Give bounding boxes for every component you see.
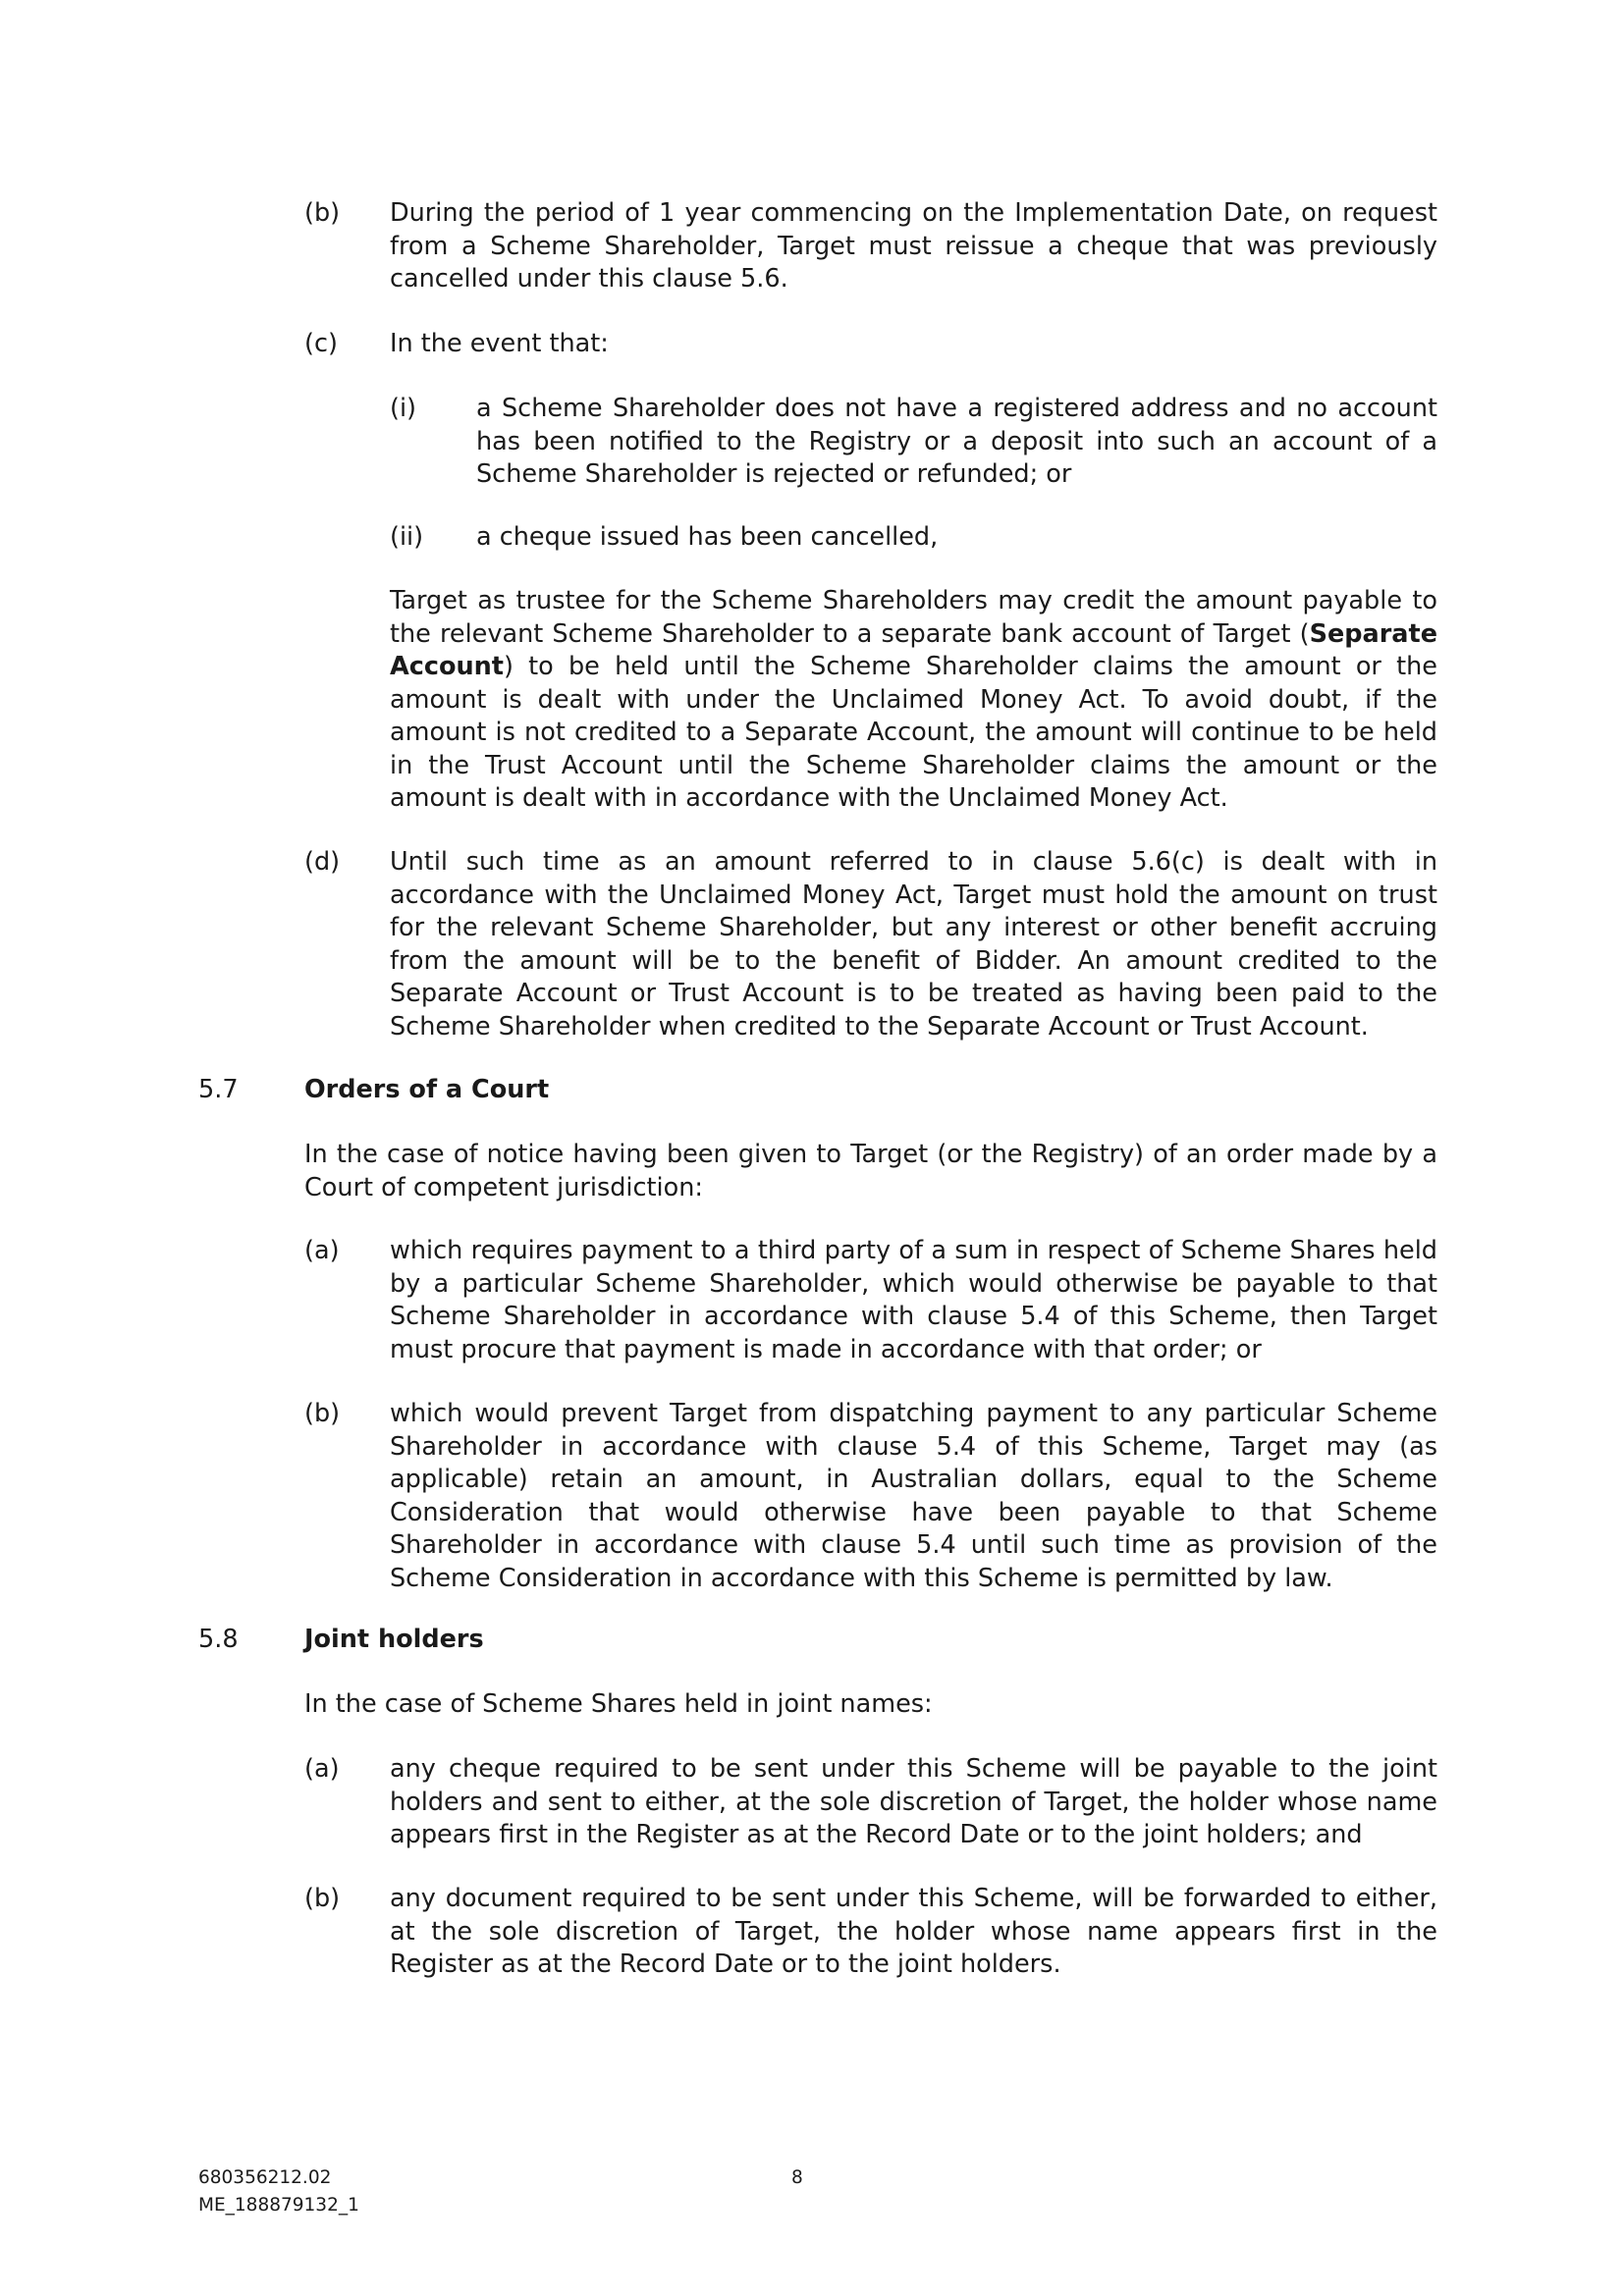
defined-term-separate-account: Separate Account xyxy=(390,618,1437,681)
clause-5-7-intro: In the case of notice having been given to Target (or the Registry) of an order made by a Court of competent jurisdiction: xyxy=(304,1140,1437,1202)
clause-5-6-c-paragraph xyxy=(390,585,1437,816)
clause-5-7-b-label: (b) xyxy=(304,1399,341,1428)
footer-doc-ref-2: ME_188879132_1 xyxy=(198,2195,359,2216)
clause-5-8-a-text: any cheque required to be sent under this Scheme will be payable to the joint holders and sent to either, at the sole discretion of Target, the holder whose name appears first in the Register as at the Record Date or to the joint holders; and xyxy=(390,1754,1437,1849)
clause-5-6-c-ii-text: a cheque issued has been cancelled, xyxy=(476,522,939,552)
footer-doc-ref-1: 680356212.02 xyxy=(198,2167,332,2188)
clause-5-8-b-label: (b) xyxy=(304,1884,341,1913)
clause-5-8-heading: Joint holders xyxy=(304,1625,484,1654)
footer-page-number: 8 xyxy=(791,2167,803,2188)
clause-5-8-intro: In the case of Scheme Shares held in joint names: xyxy=(304,1689,933,1719)
clause-5-6-b-label: (b) xyxy=(304,198,341,228)
clause-5-7-number: 5.7 xyxy=(198,1075,239,1104)
paragraph-part-1: Target as trustee for the Scheme Shareholders may credit the amount payable to the relevant Scheme Shareholder to a separate bank account of Target ( xyxy=(390,586,1437,649)
clause-5-7-b-text: which would prevent Target from dispatching payment to any particular Scheme Shareholder in accordance with clause 5.4 of this Scheme, Target may (as applicable) retain an amount, in Australian dollars, equal to the Scheme Consideration that would otherwise have been payable to that Scheme Shareholder in accordance with clause 5.4 until such time as provision of the Scheme Consideration in accordance with this Scheme is permitted by law. xyxy=(390,1399,1437,1593)
paragraph-part-2: ) to be held until the Scheme Shareholder claims the amount or the amount is dealt with under the Unclaimed Money Act. To avoid doubt, if the amount is not credited to a Separate Account, the amount will continue to be held in the Trust Account until the Scheme Shareholder claims the amount or the amount is dealt with in accordance with the Unclaimed Money Act. xyxy=(390,652,1437,813)
clause-5-7-heading: Orders of a Court xyxy=(304,1075,550,1104)
clause-5-7-a-text: which requires payment to a third party of a sum in respect of Scheme Shares held by a particular Scheme Shareholder, which would otherwise be payable to that Scheme Shareholder in accordance with clause 5.4 of this Scheme, then Target must procure that payment is made in accordance with that order; or xyxy=(390,1236,1437,1364)
clause-5-8-number: 5.8 xyxy=(198,1625,239,1654)
clause-5-8-a-label: (a) xyxy=(304,1754,340,1784)
clause-5-7-a-label: (a) xyxy=(304,1236,340,1265)
clause-5-6-d-text: Until such time as an amount referred to in clause 5.6(c) is dealt with in accordance with the Unclaimed Money Act, Target must hold the amount on trust for the relevant Scheme Shareholder, but any interest or other benefit accruing from the amount will be to the benefit of Bidder. An amount credited to the Separate Account or Trust Account is to be treated as having been paid to the Scheme Shareholder when credited to the Separate Account or Trust Account. xyxy=(390,847,1437,1041)
clause-5-6-b-text: During the period of 1 year commencing on the Implementation Date, on request from a Scheme Shareholder, Target must reissue a cheque that was previously cancelled under this clause 5.6. xyxy=(390,198,1437,294)
clause-5-6-c-label: (c) xyxy=(304,329,338,358)
clause-5-6-c-i-text: a Scheme Shareholder does not have a registered address and no account has been notified to the Registry or a deposit into such an account of a Scheme Shareholder is rejected or refunded; or xyxy=(476,394,1437,489)
clause-5-8-b-text: any document required to be sent under this Scheme, will be forwarded to either, at the sole discretion of Target, the holder whose name appears first in the Register as at the Record Date or to the joint holders. xyxy=(390,1884,1437,1979)
clause-5-6-c-intro: In the event that: xyxy=(390,329,609,358)
clause-5-6-c-i-label: (i) xyxy=(390,394,416,423)
clause-5-6-d-label: (d) xyxy=(304,847,341,877)
clause-5-6-c-ii-label: (ii) xyxy=(390,522,424,552)
